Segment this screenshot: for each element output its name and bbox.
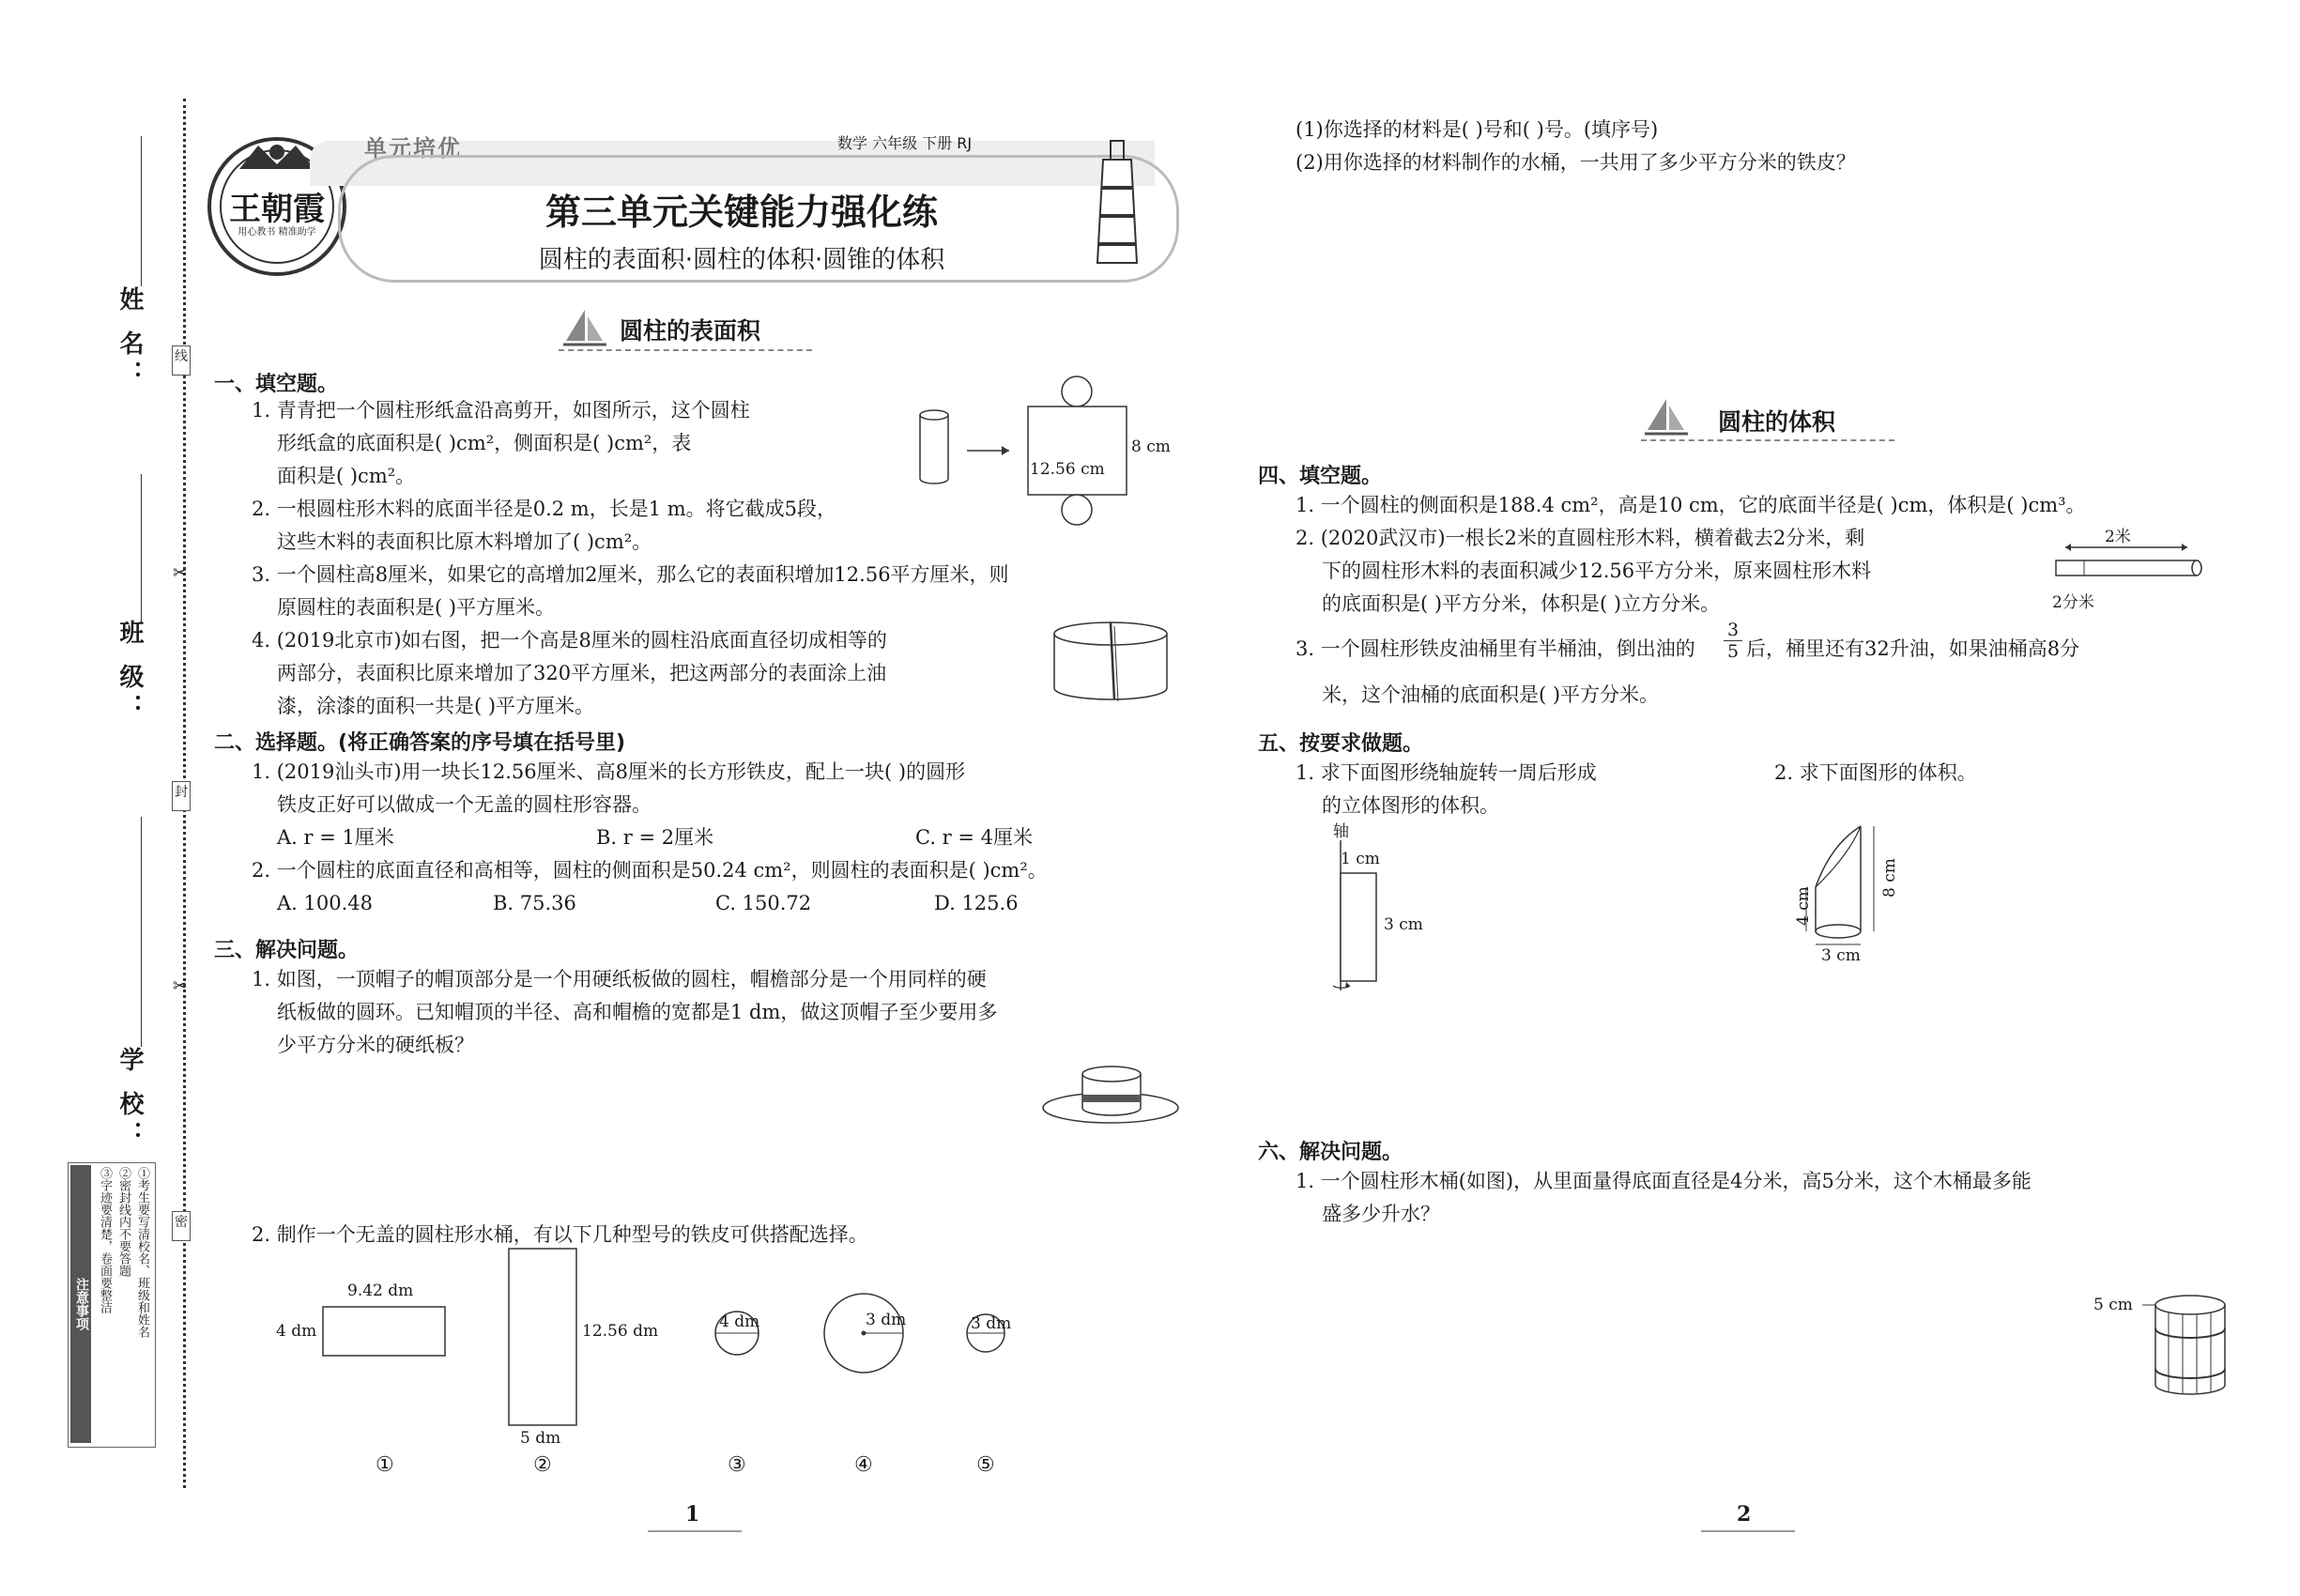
fraction-numerator: 3 bbox=[1726, 620, 1740, 640]
f2-line1: 2. (2020武汉市)一根长2米的直圆柱形木料，横着截去2分米，剩 bbox=[1296, 527, 1865, 549]
notice-item: ②密封线内不要答题 bbox=[116, 1167, 130, 1277]
m4-label: 3 dm bbox=[866, 1311, 907, 1329]
fig2-right-label: 8 cm bbox=[1879, 858, 1899, 898]
p1-line1: 1. 如图，一顶帽子的帽顶部分是一个用硬纸板做的圆柱，帽檐部分是一个用同样的硬 bbox=[252, 968, 987, 990]
fig-height-label: 8 cm bbox=[1131, 437, 1171, 456]
q2-line1: 2. 一根圆柱形木料的底面半径是0.2 m，长是1 m。将它截成5段， bbox=[252, 498, 837, 520]
school-field[interactable] bbox=[141, 817, 142, 1047]
section-fill-in: 一、填空题。 bbox=[214, 373, 339, 396]
cylinder-net-figure bbox=[915, 376, 1171, 526]
page-deco-right bbox=[1701, 1530, 1795, 1532]
sailboat-icon bbox=[1643, 394, 1690, 445]
split-cylinder-figure bbox=[1047, 615, 1178, 713]
scissors-icon: ✂ bbox=[173, 563, 188, 583]
section-solve-2: 六、解决问题。 bbox=[1258, 1141, 1403, 1164]
rect-width-label: 1 cm bbox=[1341, 850, 1380, 868]
section-title-cylinder-volume: 圆柱的体积 bbox=[1718, 408, 1836, 436]
log-figure bbox=[2047, 530, 2206, 615]
w1-line1: 1. 一个圆柱形木桶(如图)，从里面量得底面直径是4分米，高5分米，这个木桶最多能 bbox=[1296, 1170, 2032, 1192]
unit-tag: 单元培优 bbox=[364, 135, 462, 161]
m2-height-label: 12.56 dm bbox=[582, 1322, 659, 1341]
section-underline bbox=[559, 349, 812, 351]
logo-text: 王朝霞 bbox=[229, 191, 325, 228]
c2-line1: 2. 一个圆柱的底面直径和高相等，圆柱的侧面积是50.24 cm²，则圆柱的表面积是( )cm²。 bbox=[252, 859, 1048, 882]
q4-line1: 4. (2019北京市)如右图，把一个高是8厘米的圆柱沿底面直径切成相等的 bbox=[252, 629, 887, 652]
r2-line: (2)用你选择的材料制作的水桶，一共用了多少平方分米的铁皮？ bbox=[1296, 151, 1856, 174]
section-fill-in-2: 四、填空题。 bbox=[1258, 465, 1383, 488]
class-label: 班 级： bbox=[115, 620, 144, 725]
q2-line2: 这些木料的表面积比原木料增加了( )cm²。 bbox=[277, 530, 652, 553]
page-deco-left bbox=[648, 1530, 742, 1532]
notice-box: 注意事项 ①考生要写清校名、班级和姓名 ②密封线内不要答题 ③字迹要清楚，卷面要整洁 bbox=[68, 1162, 156, 1448]
material-number-1: ① bbox=[376, 1453, 394, 1477]
c1-option-b[interactable]: B. r = 2厘米 bbox=[596, 826, 714, 849]
q3-line1: 3. 一个圆柱高8厘米，如果它的高增加2厘米，那么它的表面积增加12.56平方厘米，则 bbox=[252, 563, 1009, 586]
c2-option-c[interactable]: C. 150.72 bbox=[715, 892, 812, 914]
notice-item: ③字迹要清楚，卷面要整洁 bbox=[98, 1167, 112, 1313]
page-subtitle: 圆柱的表面积·圆柱的体积·圆锥的体积 bbox=[538, 246, 945, 274]
m1-width-label: 9.42 dm bbox=[347, 1281, 414, 1300]
name-label: 姓 名： bbox=[115, 286, 144, 391]
fraction-denominator: 5 bbox=[1726, 641, 1740, 662]
d1-line1: 1. 求下面图形绕轴旋转一周后形成 bbox=[1296, 761, 1597, 784]
scissors-icon: ✂ bbox=[173, 976, 188, 996]
material-number-5: ⑤ bbox=[976, 1453, 995, 1477]
c2-option-b[interactable]: B. 75.36 bbox=[493, 892, 576, 914]
hat-figure bbox=[1037, 1061, 1188, 1140]
page-number-left: 1 bbox=[685, 1502, 700, 1527]
fig2-left-label: 4 cm bbox=[1793, 886, 1813, 926]
class-field[interactable] bbox=[141, 474, 142, 624]
section-title-surface-area: 圆柱的表面积 bbox=[620, 317, 761, 345]
m2-width-label: 5 dm bbox=[520, 1429, 561, 1448]
bucket-label: 5 cm bbox=[2093, 1296, 2133, 1314]
lighthouse-icon bbox=[1084, 131, 1150, 276]
q4-line3: 漆，涂漆的面积一共是( )平方厘米。 bbox=[277, 695, 595, 717]
rect-height-label: 3 cm bbox=[1384, 915, 1423, 934]
p1-line3: 少平方分米的硬纸板？ bbox=[277, 1034, 474, 1056]
f1-line: 1. 一个圆柱的侧面积是188.4 cm²，高是10 cm，它的底面半径是( )cm，体积是( )cm³。 bbox=[1296, 494, 2086, 516]
f2-line3: 的底面积是( )平方分米，体积是( )立方分米。 bbox=[1322, 592, 1721, 615]
q1-line2: 形纸盒的底面积是( )cm²，侧面积是( )cm²，表 bbox=[277, 432, 692, 454]
slanted-cylinder-figure bbox=[1793, 817, 1924, 967]
r1-line: (1)你选择的材料是( )号和( )号。(填序号) bbox=[1296, 118, 1659, 141]
section-solve: 三、解决问题。 bbox=[214, 939, 360, 962]
logo-subtext: 用心教书 精准助学 bbox=[238, 227, 316, 238]
section-choice: 二、选择题。(将正确答案的序号填在括号里) bbox=[214, 731, 626, 755]
bucket-figure bbox=[2093, 1286, 2244, 1408]
q4-line2: 两部分，表面积比原来增加了320平方厘米，把这两部分的表面涂上油 bbox=[277, 662, 887, 684]
m1-height-label: 4 dm bbox=[276, 1322, 317, 1341]
section-underline bbox=[1641, 439, 1894, 441]
q3-line2: 原圆柱的表面积是( )平方厘米。 bbox=[277, 596, 556, 619]
d2-line1: 2. 求下面图形的体积。 bbox=[1774, 761, 1977, 784]
materials-figure bbox=[272, 1239, 1042, 1465]
f2-line2: 下的圆柱形木料的表面积减少12.56平方分米，原来圆柱形木料 bbox=[1322, 560, 1872, 582]
material-number-3: ③ bbox=[728, 1453, 746, 1477]
seal-mark-1: 线 bbox=[172, 345, 191, 376]
page-title: 第三单元关键能力强化练 bbox=[544, 192, 938, 233]
seal-mark-2: 封 bbox=[172, 781, 191, 811]
axis-label: 轴 bbox=[1333, 822, 1349, 841]
m3-label: 4 dm bbox=[719, 1312, 760, 1331]
c2-option-d[interactable]: D. 125.6 bbox=[934, 892, 1019, 914]
seal-mark-3: 密 bbox=[172, 1211, 191, 1241]
fig-width-label: 12.56 cm bbox=[1030, 460, 1105, 479]
page-number-right: 2 bbox=[1737, 1502, 1752, 1527]
c1-option-c[interactable]: C. r = 4厘米 bbox=[915, 826, 1034, 849]
material-number-2: ② bbox=[533, 1453, 552, 1477]
c1-line2: 铁皮正好可以做成一个无盖的圆柱形容器。 bbox=[277, 793, 652, 816]
q1-line3: 面积是( )cm²。 bbox=[277, 465, 416, 487]
rotation-figure bbox=[1314, 821, 1446, 1000]
m5-label: 3 dm bbox=[971, 1314, 1012, 1333]
f3-line2: 米，这个油桶的底面积是( )平方分米。 bbox=[1322, 683, 1660, 706]
sailboat-icon bbox=[561, 305, 608, 356]
c2-option-a[interactable]: A. 100.48 bbox=[277, 892, 373, 914]
name-field[interactable] bbox=[141, 136, 142, 286]
school-label: 学 校： bbox=[115, 1047, 144, 1152]
c1-option-a[interactable]: A. r = 1厘米 bbox=[277, 826, 394, 849]
material-number-4: ④ bbox=[854, 1453, 873, 1477]
log-length-label: 2米 bbox=[2105, 528, 2131, 546]
c1-line1: 1. (2019汕头市)用一块长12.56厘米、高8厘米的长方形铁皮，配上一块( )的圆形 bbox=[252, 760, 966, 783]
d1-line2: 的立体图形的体积。 bbox=[1322, 794, 1499, 817]
f3-line1a: 3. 一个圆柱形铁皮油桶里有半桶油，倒出油的 bbox=[1296, 637, 1695, 660]
p2-line1: 2. 制作一个无盖的圆柱形水桶，有以下几种型号的铁皮可供搭配选择。 bbox=[252, 1223, 868, 1246]
q1-line1: 1. 青青把一个圆柱形纸盒沿高剪开，如图所示，这个圆柱 bbox=[252, 399, 750, 422]
w1-line2: 盛多少升水？ bbox=[1322, 1203, 1440, 1225]
fraction bbox=[1724, 620, 1742, 662]
log-cut-label: 2分米 bbox=[2052, 593, 2094, 612]
f3-line1b: 后，桶里还有32升油，如果油桶高8分 bbox=[1746, 637, 2080, 660]
fig2-bottom-label: 3 cm bbox=[1821, 946, 1861, 965]
section-required: 五、按要求做题。 bbox=[1258, 732, 1424, 756]
notice-item: ①考生要写清校名、班级和姓名 bbox=[135, 1167, 149, 1338]
book-meta: 数学 六年级 下册 RJ bbox=[837, 134, 973, 152]
p1-line2: 纸板做的圆环。已知帽顶的半径、高和帽檐的宽都是1 dm，做这顶帽子至少要用多 bbox=[277, 1001, 998, 1023]
